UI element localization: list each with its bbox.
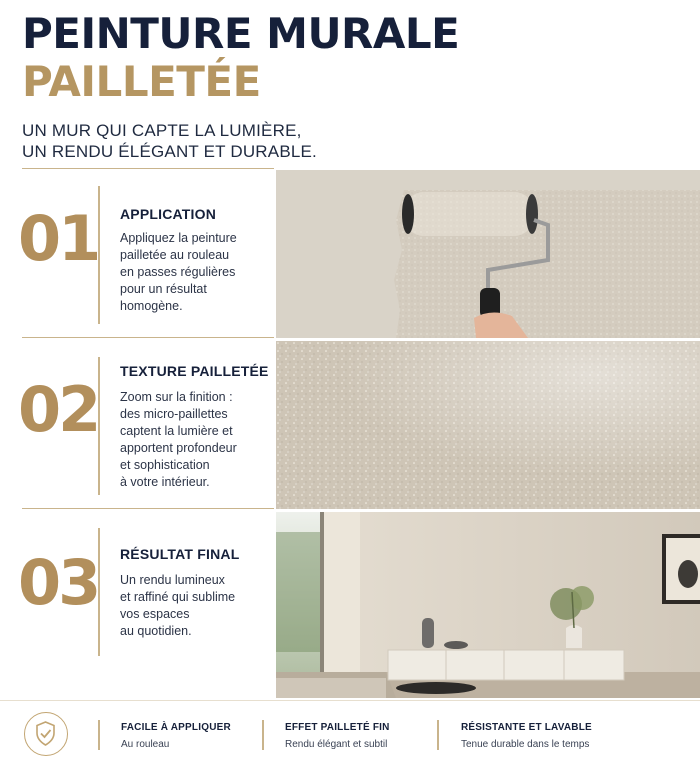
step-description-line: Appliquez la peinture xyxy=(120,231,237,245)
step-description xyxy=(120,572,270,640)
step-description-line: à votre intérieur. xyxy=(120,475,210,489)
step-title: TEXTURE PAILLETÉE xyxy=(120,363,269,379)
step-description-line: et sophistication xyxy=(120,458,210,472)
feature-sub: Rendu élégant et subtil xyxy=(285,739,388,750)
step-divider xyxy=(22,337,274,338)
title-line-2: PAILLETÉE xyxy=(22,57,261,106)
step-description-line: au quotidien. xyxy=(120,624,192,638)
step-vertical-divider xyxy=(98,357,100,495)
step-number: 03 xyxy=(18,546,99,619)
step-2 xyxy=(0,341,700,509)
step-description xyxy=(120,389,270,491)
step-title: RÉSULTAT FINAL xyxy=(120,546,240,562)
subtitle xyxy=(22,120,682,162)
step-description-line: pour un résultat xyxy=(120,282,207,296)
title-line-1: PEINTURE MURALE xyxy=(22,9,460,58)
features-bar xyxy=(0,700,700,768)
feature-label: FACILE À APPLIQUER xyxy=(121,722,231,733)
feature-label: EFFET PAILLETÉ FIN xyxy=(285,722,390,733)
step-description-line: captent la lumière et xyxy=(120,424,233,438)
step-3 xyxy=(0,512,700,698)
subtitle-line-1: UN MUR QUI CAPTE LA LUMIÈRE, xyxy=(22,121,302,140)
feature-divider xyxy=(262,720,264,750)
feature-sub: Au rouleau xyxy=(121,739,170,750)
shield-check-icon xyxy=(24,712,68,756)
step-description-line: des micro-paillettes xyxy=(120,407,228,421)
step-description-line: homogène. xyxy=(120,299,183,313)
step-vertical-divider xyxy=(98,186,100,324)
feature-divider xyxy=(98,720,100,750)
step-title: APPLICATION xyxy=(120,206,217,222)
step-description-line: vos espaces xyxy=(120,607,190,621)
header-divider xyxy=(22,168,274,169)
step-number: 01 xyxy=(18,202,99,275)
feature-divider xyxy=(437,720,439,750)
feature-glitter xyxy=(285,722,390,750)
feature-label: RÉSISTANTE ET LAVABLE xyxy=(461,722,592,733)
step-description xyxy=(120,230,270,315)
footer-separator xyxy=(0,700,700,701)
step-description-line: apportent profondeur xyxy=(120,441,237,455)
step-description-line: Un rendu lumineux xyxy=(120,573,225,587)
subtitle-line-2: UN RENDU ÉLÉGANT ET DURABLE. xyxy=(22,142,317,161)
feature-sub: Tenue durable dans le temps xyxy=(461,739,590,750)
step-description-line: en passes régulières xyxy=(120,265,236,279)
feature-easy xyxy=(121,722,231,750)
step-description-line: pailletée au rouleau xyxy=(120,248,230,262)
step-divider xyxy=(22,508,274,509)
application-photo xyxy=(276,170,700,338)
step-description-line: Zoom sur la finition : xyxy=(120,390,233,404)
step-1 xyxy=(0,170,700,338)
living-room-photo xyxy=(276,512,700,698)
step-description-line: et raffiné qui sublime xyxy=(120,590,236,604)
step-number: 02 xyxy=(18,373,99,446)
glitter-texture-photo xyxy=(276,341,700,509)
feature-durable xyxy=(461,722,592,750)
header xyxy=(22,10,682,162)
step-vertical-divider xyxy=(98,528,100,656)
